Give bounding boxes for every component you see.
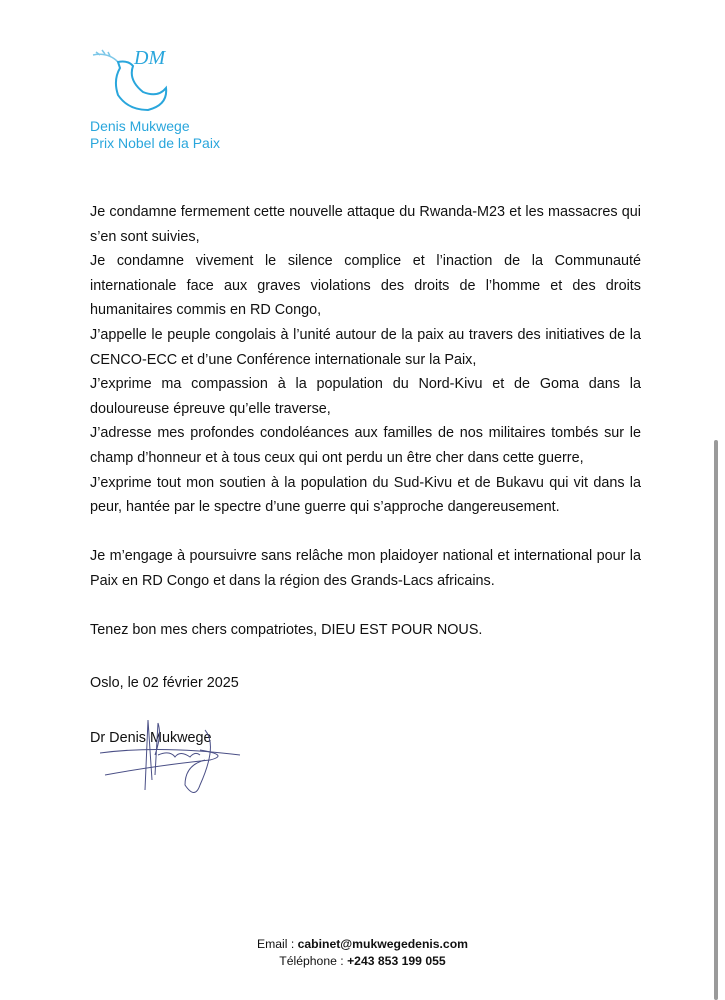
statement: J’appelle le peuple congolais à l’unité autour de la paix au travers des initiatives de la CENCO-ECC et d’une Conférence internationale sur la Paix, bbox=[90, 326, 641, 368]
phone-label: Téléphone : bbox=[279, 954, 348, 968]
email-label: Email : bbox=[256, 937, 298, 951]
footer-contact bbox=[0, 936, 725, 970]
statement: J’exprime tout mon soutien à la population du Sud-Kivu et de Bukavu qui vit dans la peur, hantée par le spectre d’une guerre qui s’approche dangereusement. bbox=[90, 474, 641, 516]
commitment-paragraph: Je m’engage à poursuivre sans relâche mon plaidoyer national et international pour la Paix en RD Congo et dans la région des Grands-Lacs africains. bbox=[90, 548, 641, 589]
closing-line: Tenez bon mes chers compatriotes, DIEU EST POUR NOUS. bbox=[90, 622, 483, 639]
letter-body bbox=[90, 200, 641, 695]
logo-monogram: DM bbox=[134, 47, 166, 69]
org-subtitle: Prix Nobel de la Paix bbox=[90, 134, 220, 151]
place-date: Oslo, le 02 février 2025 bbox=[90, 674, 239, 691]
statement: J’adresse mes profondes condoléances aux familles de nos militaires tombés sur le champ d’honneur et à tous ceux qui ont perdu un être cher dans cette guerre, bbox=[90, 425, 641, 466]
statement: Je condamne fermement cette nouvelle attaque du Rwanda-M23 et les massacres qui s’en sont suivies, bbox=[90, 204, 641, 245]
letterhead bbox=[90, 118, 220, 151]
org-name: Denis Mukwege bbox=[90, 118, 190, 134]
statement: Je condamne vivement le silence complice et l’inaction de la Communauté internationale face aux graves violations des droits de l’homme et des droits humanitaires commis en RD Congo, bbox=[90, 253, 641, 319]
phone-number: +243 853 199 055 bbox=[347, 954, 446, 968]
statement: J’exprime ma compassion à la population du Nord-Kivu et de Goma dans la douloureuse épreuve qu’elle traverse, bbox=[90, 376, 641, 417]
email-link[interactable]: cabinet@mukwegedenis.com bbox=[297, 937, 468, 951]
scrollbar[interactable] bbox=[714, 440, 718, 1000]
dove-logo bbox=[88, 40, 178, 120]
handwritten-signature bbox=[100, 715, 250, 805]
signatory-name: Dr Denis Mukwege bbox=[90, 730, 212, 746]
